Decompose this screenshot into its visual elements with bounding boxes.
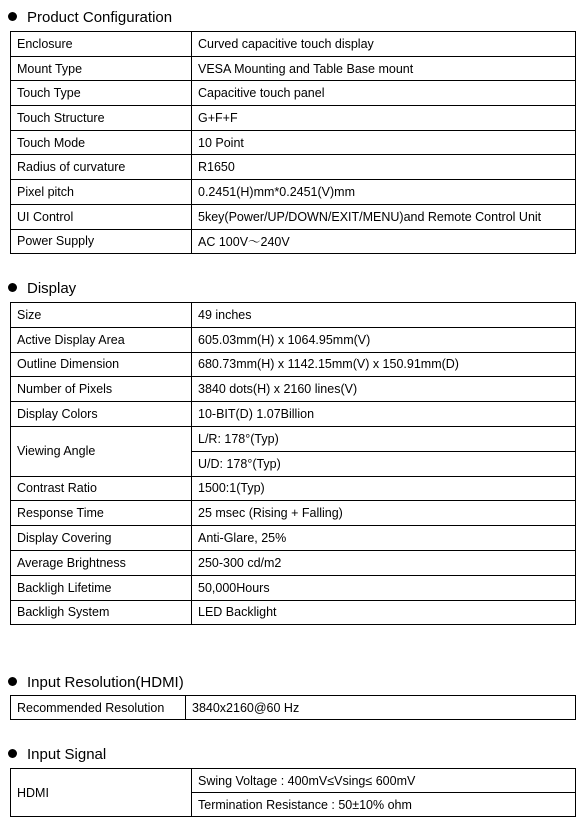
- row-label: Mount Type: [11, 56, 192, 81]
- table-row: [11, 352, 576, 377]
- table-row: [11, 327, 576, 352]
- input-resolution-table: [10, 695, 576, 720]
- row-label: Display Colors: [11, 402, 192, 427]
- section-title-text: Input Signal: [27, 746, 107, 763]
- table-row: [11, 229, 576, 254]
- section-title-text: Input Resolution(HDMI): [27, 674, 184, 691]
- input-signal-table: [10, 768, 576, 817]
- row-value: 680.73mm(H) x 1142.15mm(V) x 150.91mm(D): [192, 352, 576, 377]
- row-value: 3840x2160@60 Hz: [186, 696, 576, 720]
- row-label: Backligh Lifetime: [11, 575, 192, 600]
- row-label: Number of Pixels: [11, 377, 192, 402]
- row-value: U/D: 178°(Typ): [192, 451, 576, 476]
- table-row: [11, 526, 576, 551]
- row-label: Response Time: [11, 501, 192, 526]
- row-label: Viewing Angle: [11, 426, 192, 476]
- table-row: [11, 600, 576, 625]
- table-row: [11, 81, 576, 106]
- row-value: 1500:1(Typ): [192, 476, 576, 501]
- row-label: Outline Dimension: [11, 352, 192, 377]
- row-value: 25 msec (Rising + Falling): [192, 501, 576, 526]
- table-row: [11, 377, 576, 402]
- bullet-icon: [8, 12, 17, 21]
- row-value: VESA Mounting and Table Base mount: [192, 56, 576, 81]
- row-value: Swing Voltage : 400mV≤Vsing≤ 600mV: [192, 769, 576, 793]
- row-label: Pixel pitch: [11, 180, 192, 205]
- row-value: Curved capacitive touch display: [192, 32, 576, 57]
- table-row: [11, 180, 576, 205]
- section-title-product-configuration: [8, 8, 172, 28]
- row-label: HDMI: [11, 769, 192, 817]
- bullet-icon: [8, 677, 17, 686]
- bullet-icon: [8, 283, 17, 292]
- table-row: [11, 130, 576, 155]
- table-row: [11, 56, 576, 81]
- table-row: [11, 106, 576, 131]
- row-label: Touch Type: [11, 81, 192, 106]
- bullet-icon: [8, 749, 17, 758]
- row-label: Radius of curvature: [11, 155, 192, 180]
- row-label: Enclosure: [11, 32, 192, 57]
- row-label: Power Supply: [11, 229, 192, 254]
- table-row: [11, 769, 576, 793]
- section-title-display: [8, 279, 76, 299]
- display-table: [10, 302, 576, 625]
- row-value: Termination Resistance : 50±10% ohm: [192, 793, 576, 817]
- table-row: [11, 696, 576, 720]
- row-label: Recommended Resolution: [11, 696, 186, 720]
- section-title-input-signal: [8, 745, 106, 765]
- row-label: Average Brightness: [11, 550, 192, 575]
- table-row: [11, 155, 576, 180]
- table-row: [11, 204, 576, 229]
- row-value: 49 inches: [192, 303, 576, 328]
- table-row: [11, 550, 576, 575]
- section-title-text: Display: [27, 280, 77, 297]
- table-row: [11, 575, 576, 600]
- row-value: 5key(Power/UP/DOWN/EXIT/MENU)and Remote Control Unit: [192, 204, 576, 229]
- row-value: G+F+F: [192, 106, 576, 131]
- row-value: 50,000Hours: [192, 575, 576, 600]
- row-label: UI Control: [11, 204, 192, 229]
- row-label: Active Display Area: [11, 327, 192, 352]
- row-value: R1650: [192, 155, 576, 180]
- row-value: Anti-Glare, 25%: [192, 526, 576, 551]
- table-row: [11, 426, 576, 451]
- row-value: 0.2451(H)mm*0.2451(V)mm: [192, 180, 576, 205]
- table-row: [11, 501, 576, 526]
- row-value: LED Backlight: [192, 600, 576, 625]
- row-label: Contrast Ratio: [11, 476, 192, 501]
- row-value: 10 Point: [192, 130, 576, 155]
- row-value: 250-300 cd/m2: [192, 550, 576, 575]
- table-row: [11, 402, 576, 427]
- section-title-text: Product Configuration: [27, 9, 173, 26]
- row-label: Display Covering: [11, 526, 192, 551]
- row-value: 3840 dots(H) x 2160 lines(V): [192, 377, 576, 402]
- table-row: [11, 303, 576, 328]
- row-value: 605.03mm(H) x 1064.95mm(V): [192, 327, 576, 352]
- row-label: Touch Structure: [11, 106, 192, 131]
- row-label: Touch Mode: [11, 130, 192, 155]
- row-label: Size: [11, 303, 192, 328]
- row-value: AC 100V～240V: [192, 229, 576, 254]
- row-value: L/R: 178°(Typ): [192, 426, 576, 451]
- section-title-input-resolution: [8, 673, 184, 693]
- product-configuration-table: [10, 31, 576, 254]
- row-label: Backligh System: [11, 600, 192, 625]
- table-row: [11, 476, 576, 501]
- row-value: Capacitive touch panel: [192, 81, 576, 106]
- table-row: [11, 32, 576, 57]
- row-value: 10-BIT(D) 1.07Billion: [192, 402, 576, 427]
